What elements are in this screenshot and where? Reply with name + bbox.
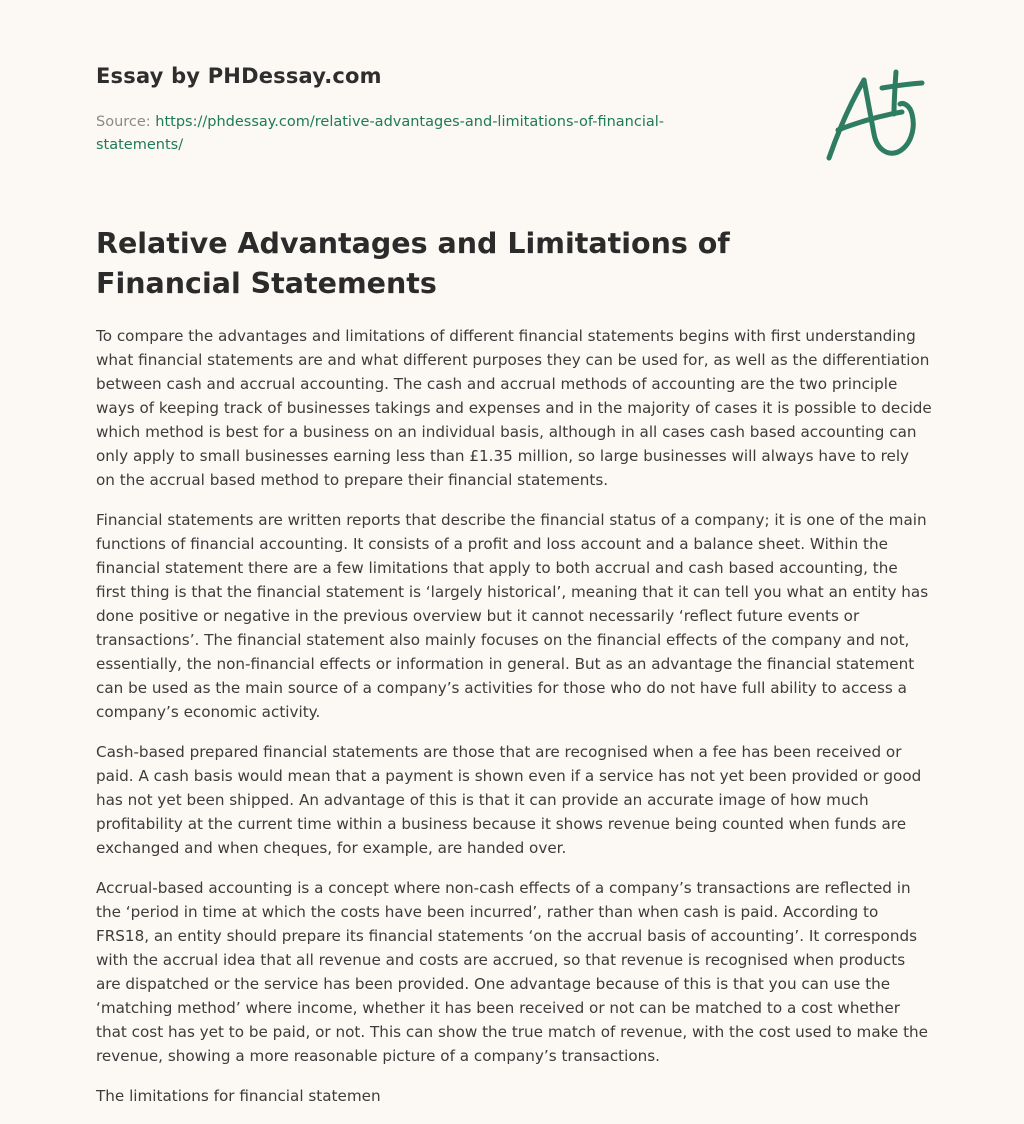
source-label: Source:: [96, 114, 156, 130]
essay-paragraph: Financial statements are written reports that describe the financial status of a company; it is one of the main functions of financial accounting. It consists of a profit and loss account and a balance sheet. Within the financial statement there are a few limitations that apply to both accrual and cash based accounting, the first thing is that the financial statement is ‘largely historical’, meaning that it can tell you what an entity has done positive or negative in the previous overview but it cannot necessarily ‘reflect future events or transactions’. The financial statement also mainly focuses on the financial effects of the company and not, essentially, the non-financial effects or information in general. But as an advantage the financial statement can be used as the main source of a company’s activities for those who do not have full ability to access a company’s economic activity.: [96, 511, 929, 721]
essay-title: Relative Advantages and Limitations of Financial Statements: [96, 227, 730, 300]
essay-paragraph-truncated: The limitations for financial statemen: [96, 1087, 381, 1105]
source-link[interactable]: https://phdessay.com/relative-advantages-and-limitations-of-financial-statements/: [96, 114, 665, 153]
essay-paragraph: To compare the advantages and limitations of different financial statements begins with first understanding what financial statements are and what different purposes they can be used for, as well as the differentiation between cash and accrual accounting. The cash and accrual methods of accounting are the two principle ways of keeping track of businesses takings and expenses and in the majority of cases it is possible to decide which method is best for a business on an individual basis, although in all cases cash based accounting can only apply to small businesses earning less than £1.35 million, so large businesses will always have to rely on the accrual based method to prepare their financial statements.: [96, 327, 932, 489]
source-line: [96, 111, 696, 157]
a-plus-grade-icon: [824, 68, 928, 164]
essay-body: [96, 324, 932, 1124]
essay-paragraph: Cash-based prepared financial statements are those that are recognised when a fee has been received or paid. A cash basis would mean that a payment is shown even if a service has not yet been provided or good has not yet been shipped. An advantage of this is that it can provide an accurate image of how much profitability at the current time within a business because it shows revenue being counted when funds are exchanged and when cheques, for example, are handed over.: [96, 743, 922, 857]
essay-paragraph: Accrual-based accounting is a concept where non-cash effects of a company’s transactions are reflected in the ‘period in time at which the costs have been incurred’, rather than when cash is paid. According to FRS18, an entity should prepare its financial statements ‘on the accrual basis of accounting’. It corresponds with the accrual idea that all revenue and costs are accrued, so that revenue is recognised when products are dispatched or the service has been provided. One advantage because of this is that you can use the ‘matching method’ where income, whether it has been received or not can be matched to a cost whether that cost has yet to be paid, or not. This can show the true match of revenue, with the cost used to make the revenue, showing a more reasonable picture of a company’s transactions.: [96, 879, 929, 1065]
site-title: Essay by PHDessay.com: [96, 64, 382, 88]
